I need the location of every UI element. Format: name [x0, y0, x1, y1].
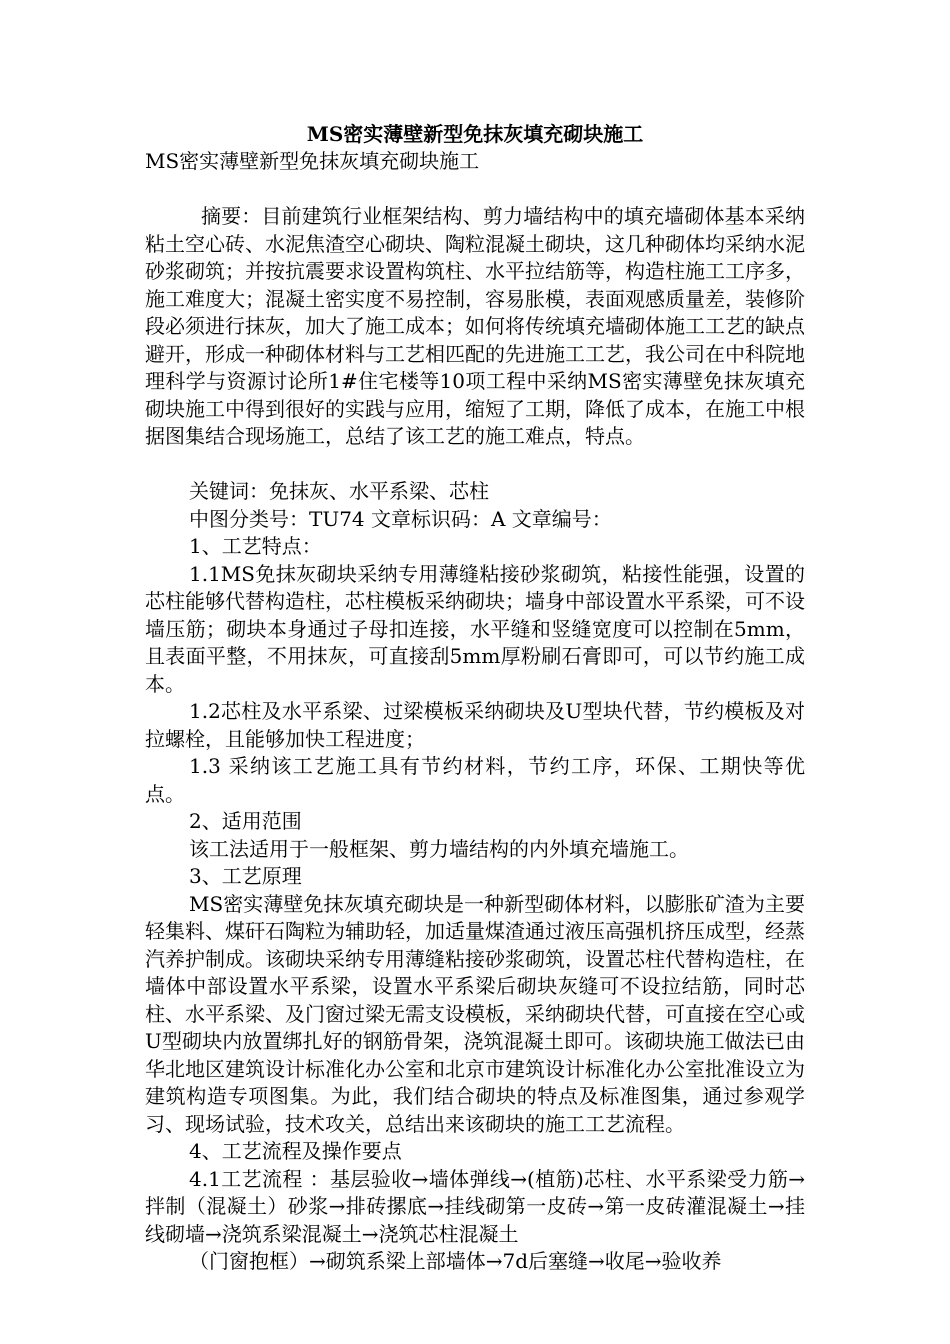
section-heading-3: 3、工艺原理 [189, 864, 302, 888]
classification-line: 中图分类号：TU74 文章标识码：A 文章编号： [189, 506, 612, 531]
abstract-paragraph: 摘要：目前建筑行业框架结构、剪力墙结构中的填充墙砌体基本采纳粘土空心砖、水泥焦渣空心砌块、陶粒混凝土砌块，这几种砌体均采纳水泥砂浆砌筑；并按抗震要求设置构筑柱、水平拉结筋等，构造柱施工工序多，施工难度大；混凝土密实度不易控制，容易胀模，表面观感质量差，装修阶段必须进行抹灰，加大了施工成本；如何将传统填充墙砌体施工工艺的缺点避开，形成一种砌体材料与工艺相匹配的先进施工工艺，我公司在中科院地理科学与资源讨论所1#住宅楼等10项工程中采纳MS密实薄壁免抹灰填充砌块施工中得到很好的实践与应用，缩短了工期，降低了成本，在施工中根据图集结合现场施工，总结了该工艺的施工难点，特点。 [145, 204, 805, 448]
paragraph-1-3: 1.3 采纳该工艺施工具有节约材料，节约工序，环保、工期快等优点。 [145, 754, 805, 806]
paragraph-4-1-continued: （门窗抱框）→砌筑系梁上部墙体→7d后塞缝→收尾→验收养 [189, 1249, 722, 1273]
section-heading-1: 1、工艺特点： [189, 534, 322, 558]
paragraph-4-1: 4.1工艺流程 ：基层验收→墙体弹线→(植筋)芯柱、水平系梁受力筋→拌制（混凝土）砂浆→排砖摞底→挂线砌第一皮砖→第一皮砖灌混凝土→挂线砌墙→浇筑系梁混凝土→浇筑芯柱混凝土 [145, 1166, 805, 1246]
section-heading-4: 4、工艺流程及操作要点 [189, 1139, 402, 1163]
keywords-line: 关键词：免抹灰、水平系梁、芯柱 [189, 479, 489, 503]
document-subtitle: MS密实薄壁新型免抹灰填充砌块施工 [145, 149, 480, 173]
spacer [145, 451, 805, 479]
paragraph-2: 该工法适用于一般框架、剪力墙结构的内外填充墙施工。 [189, 836, 689, 861]
document-page [145, 120, 805, 1276]
paragraph-1-2: 1.2芯柱及水平系梁、过梁模板采纳砌块及U型块代替，节约模板及对拉螺栓，且能够加快工程进度； [145, 699, 805, 751]
document-title: MS密实薄壁新型免抹灰填充砌块施工 [306, 122, 644, 146]
paragraph-3: MS密实薄壁免抹灰填充砌块是一种新型砌体材料，以膨胀矿渣为主要轻集料、煤矸石陶粒为辅助轻，加适量煤渣通过液压高强机挤压成型，经蒸汽养护制成。该砌块采纳专用薄缝粘接砂浆砌筑，设置芯柱代替构造柱，在墙体中部设置水平系梁，设置水平系梁后砌块灰缝可不设拉结筋，同时芯柱、水平系梁、及门窗过梁无需支设模板，采纳砌块代替，可直接在空心或U型砌块内放置绑扎好的钢筋骨架，浇筑混凝土即可。该砌块施工做法已由华北地区建筑设计标准化办公室和北京市建筑设计标准化办公室批准设立为建筑构造专项图集。为此，我们结合砌块的特点及标准图集，通过参观学习、现场试验，技术攻关，总结出来该砌块的施工工艺流程。 [145, 891, 805, 1136]
spacer [145, 176, 805, 204]
paragraph-1-1: 1.1MS免抹灰砌块采纳专用薄缝粘接砂浆砌筑，粘接性能强，设置的芯柱能够代替构造柱，芯柱模板采纳砌块；墙身中部设置水平系梁，可不设墙压筋；砌块本身通过子母扣连接，水平缝和竖缝宽度可以控制在5mm，且表面平整，不用抹灰，可直接刮5mm厚粉刷石膏即可，可以节约施工成本。 [145, 561, 805, 696]
section-heading-2: 2、适用范围 [189, 809, 302, 833]
